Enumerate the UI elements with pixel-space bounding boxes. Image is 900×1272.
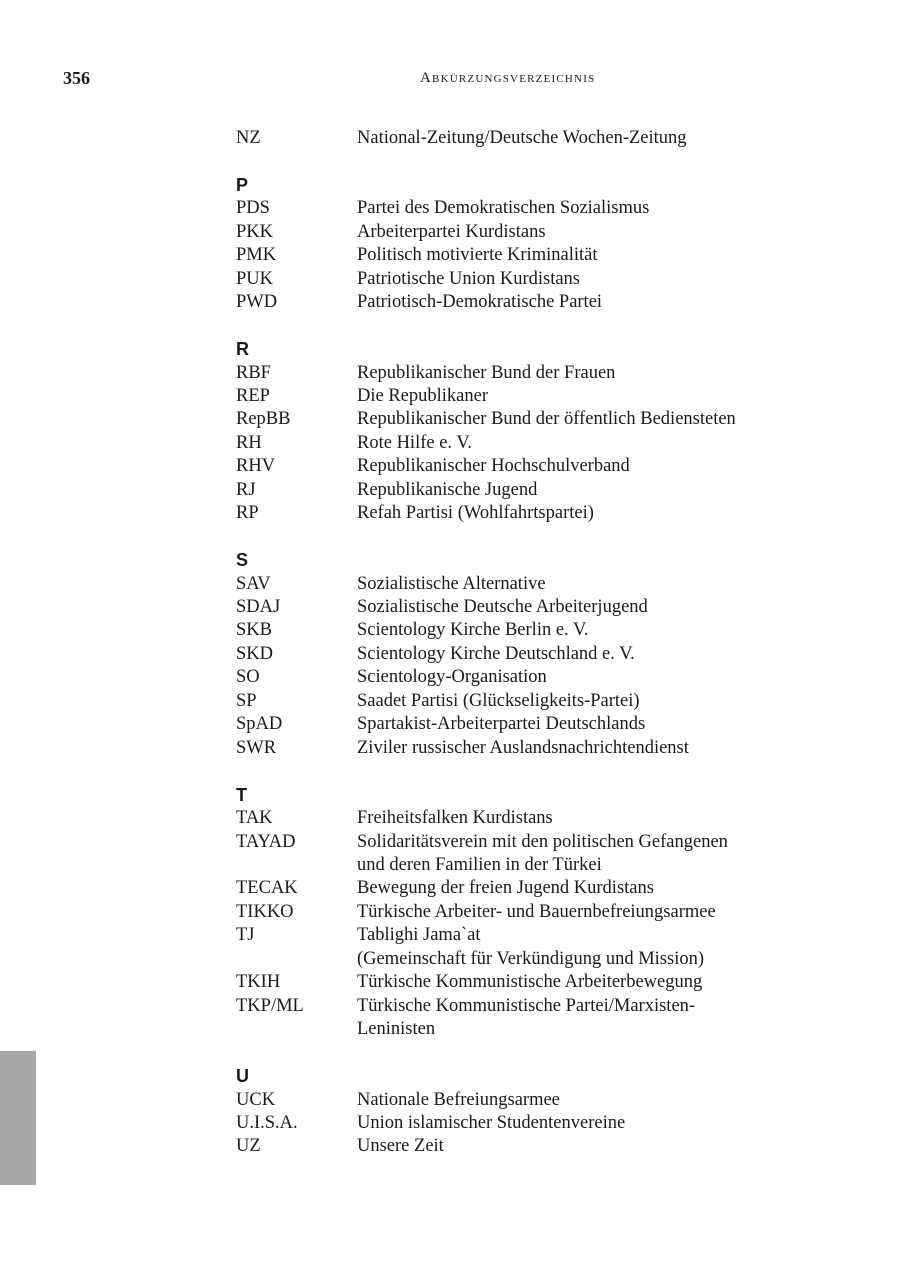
section-spacer [236, 760, 856, 783]
definition: Patriotische Union Kurdistans [357, 268, 581, 289]
abbreviation: PWD [236, 292, 278, 313]
section-spacer [236, 150, 856, 173]
list-item [236, 948, 856, 971]
definition: National-Zeitung/Deutsche Wochen-Zeitung [357, 128, 687, 148]
list-item [236, 573, 856, 596]
list-item [236, 197, 856, 220]
list-item [236, 619, 856, 642]
abbreviation: SWR [236, 737, 277, 758]
abbreviation: TECAK [236, 878, 298, 899]
definition: Saadet Partisi (Glückseligkeits-Partei) [357, 690, 640, 711]
definition: Tablighi Jama`at [357, 925, 481, 946]
abbreviation [236, 1018, 357, 1041]
abbreviation: REP [236, 385, 270, 406]
definition: Arbeiterpartei Kurdistans [357, 221, 546, 242]
abbreviation: UZ [236, 1136, 261, 1157]
list-item [236, 362, 856, 385]
list-item [236, 1112, 856, 1135]
section-letter: P [236, 174, 249, 195]
definition: Bewegung der freien Jugend Kurdistans [357, 878, 654, 899]
list-item [236, 291, 856, 314]
abbreviation-list [236, 127, 856, 1159]
abbreviation: RHV [236, 456, 276, 477]
definition: Patriotisch-Demokratische Partei [357, 292, 603, 313]
list-item [236, 643, 856, 666]
definition: Republikanischer Hochschulverband [357, 456, 630, 477]
list-item [236, 408, 856, 431]
definition: Republikanischer Bund der Frauen [357, 362, 616, 383]
section-spacer [236, 526, 856, 549]
abbreviation: TJ [236, 925, 255, 946]
definition: Sozialistische Alternative [357, 573, 546, 594]
definition: Republikanische Jugend [357, 479, 538, 500]
list-item [236, 995, 856, 1018]
definition: Politisch motivierte Kriminalität [357, 245, 598, 266]
definition: und deren Familien in der Türkei [357, 854, 602, 875]
list-item [236, 596, 856, 619]
running-header: Abkürzungsverzeichnis [420, 70, 596, 86]
definition: Solidaritätsverein mit den politischen Gefangenen [357, 831, 728, 852]
definition: Partei des Demokratischen Sozialismus [357, 198, 650, 219]
definition: Unsere Zeit [357, 1136, 444, 1157]
abbreviation: NZ [236, 128, 261, 148]
abbreviation: SKB [236, 620, 272, 641]
section-spacer [236, 1042, 856, 1065]
page-number: 356 [63, 68, 90, 88]
section-letter: T [236, 784, 247, 805]
abbreviation [236, 854, 357, 877]
abbreviation: TKP/ML [236, 995, 304, 1016]
abbreviation: SDAJ [236, 597, 281, 618]
abbreviation: RepBB [236, 409, 291, 430]
list-item [236, 502, 856, 525]
section-letter: S [236, 550, 249, 571]
list-item [236, 268, 856, 291]
definition: Refah Partisi (Wohlfahrtspartei) [357, 503, 594, 524]
list-item [236, 1089, 856, 1112]
list-item [236, 479, 856, 502]
definition: Republikanischer Bund der öffentlich Bediensteten [357, 409, 736, 430]
abbreviation: SO [236, 667, 260, 688]
abbreviation: PMK [236, 245, 277, 266]
definition: Nationale Befreiungsarmee [357, 1089, 560, 1110]
abbreviation: RP [236, 503, 259, 524]
definition: Spartakist-Arbeiterpartei Deutschlands [357, 714, 646, 735]
list-item [236, 385, 856, 408]
definition: Scientology Kirche Berlin e. V. [357, 620, 589, 641]
list-item [236, 713, 856, 736]
abbreviation: PDS [236, 198, 270, 219]
definition: Rote Hilfe e. V. [357, 432, 472, 453]
list-item [236, 854, 856, 877]
list-item [236, 737, 856, 760]
list-item [236, 1018, 856, 1041]
abbreviation: RJ [236, 479, 256, 500]
definition: (Gemeinschaft für Verkündigung und Mission) [357, 948, 704, 969]
list-item [236, 127, 856, 150]
abbreviation: SpAD [236, 714, 283, 735]
section-letter: U [236, 1066, 249, 1087]
abbreviation: TAK [236, 808, 273, 829]
definition: Sozialistische Deutsche Arbeiterjugend [357, 597, 648, 618]
list-item [236, 807, 856, 830]
list-item [236, 666, 856, 689]
definition: Ziviler russischer Auslandsnachrichtendienst [357, 737, 689, 758]
definition: Leninisten [357, 1019, 436, 1040]
list-item [236, 432, 856, 455]
list-item [236, 690, 856, 713]
abbreviation: U.I.S.A. [236, 1112, 298, 1133]
thumb-index-tab [0, 1051, 36, 1185]
abbreviation: UCK [236, 1089, 276, 1110]
abbreviation: SAV [236, 573, 271, 594]
definition: Türkische Kommunistische Partei/Marxisten- [357, 995, 696, 1016]
abbreviation: PUK [236, 268, 274, 289]
list-item [236, 221, 856, 244]
list-item [236, 244, 856, 267]
section-letter: R [236, 339, 249, 360]
abbreviation [236, 948, 357, 971]
abbreviation: TAYAD [236, 831, 296, 852]
definition: Union islamischer Studentenvereine [357, 1112, 626, 1133]
definition: Freiheitsfalken Kurdistans [357, 808, 553, 829]
abbreviation: RBF [236, 362, 271, 383]
list-item [236, 1135, 856, 1158]
definition: Türkische Arbeiter- und Bauernbefreiungsarmee [357, 901, 716, 922]
abbreviation: SP [236, 690, 257, 711]
definition: Scientology Kirche Deutschland e. V. [357, 643, 635, 664]
list-item [236, 831, 856, 854]
list-item [236, 877, 856, 900]
list-item [236, 901, 856, 924]
abbreviation: SKD [236, 643, 274, 664]
abbreviation: TKIH [236, 972, 281, 993]
definition: Türkische Kommunistische Arbeiterbewegung [357, 972, 703, 993]
abbreviation: TIKKO [236, 901, 294, 922]
section-spacer [236, 315, 856, 338]
list-item [236, 971, 856, 994]
definition: Scientology-Organisation [357, 667, 547, 688]
definition: Die Republikaner [357, 385, 488, 406]
abbreviation: PKK [236, 221, 274, 242]
abbreviation: RH [236, 432, 262, 453]
list-item [236, 455, 856, 478]
list-item [236, 924, 856, 947]
